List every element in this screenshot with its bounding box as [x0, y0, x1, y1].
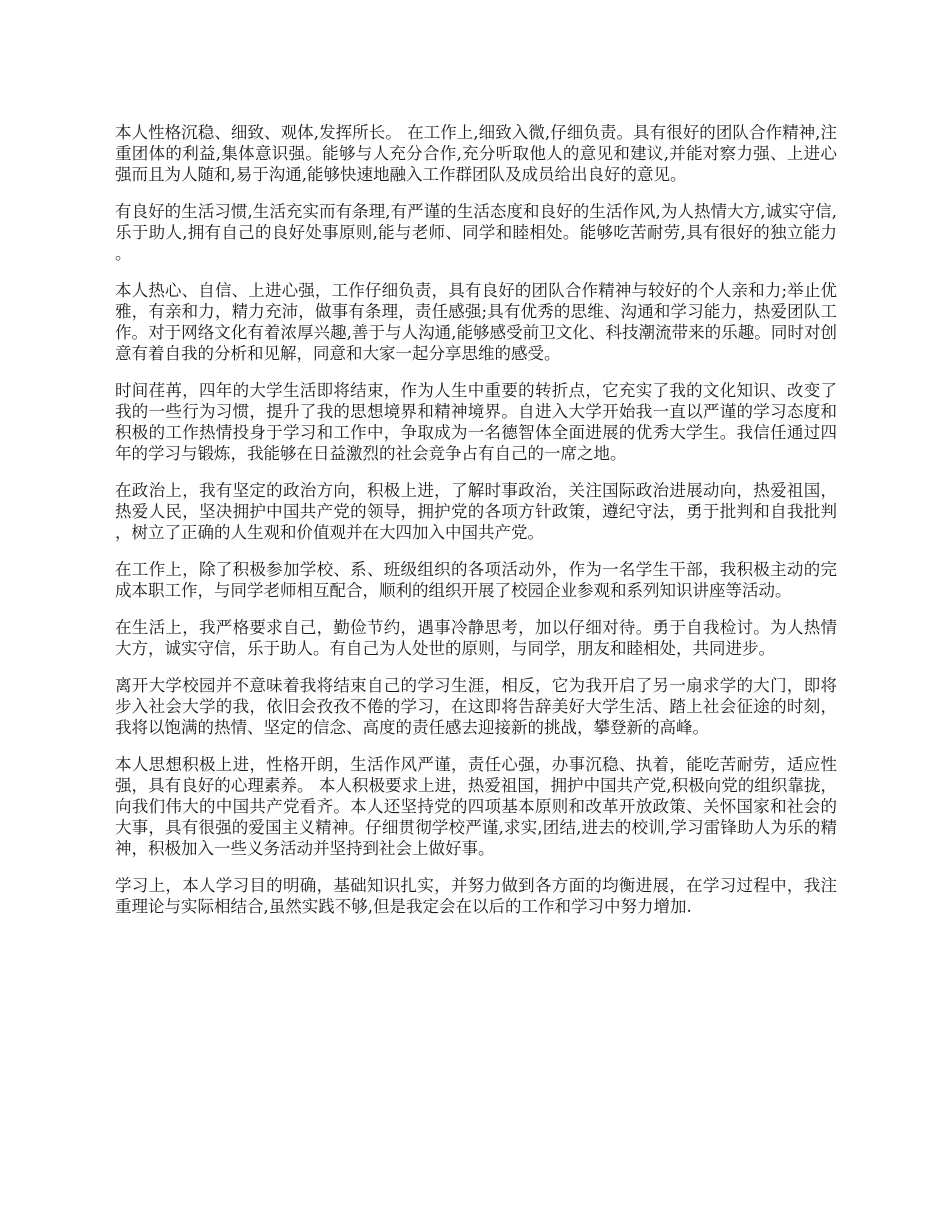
paragraph-university-life: 时间荏苒，四年的大学生活即将结束，作为人生中重要的转折点，它充实了我的文化知识、改变了我的一些行为习惯，提升了我的思想境界和精神境界。自进入大学开始我一直以严谨的学习态度和积极的工作热情投身于学习和工作中，争取成为一名德智体全面进展的优秀大学生。我信任通过四年的学习与锻炼，我能够在日益激烈的社会竞争占有自己的一席之地。: [115, 381, 837, 463]
paragraph-teamwork: 本人热心、自信、上进心强，工作仔细负责，具有良好的团队合作精神与较好的个人亲和力;举止优雅，有亲和力，精力充沛，做事有条理，责任感强;具有优秀的思维、沟通和学习能力，热爱团队工作。对于网络文化有着浓厚兴趣,善于与人沟通,能够感受前卫文化、科技潮流带来的乐趣。同时对创意有着自我的分析和见解，同意和大家一起分享思维的感受。: [115, 281, 837, 363]
paragraph-life: 在生活上，我严格要求自己，勤俭节约，遇事冷静思考，加以仔细对待。勇于自我检讨。为人热情大方，诚实守信，乐于助人。有自己为人处世的原则，与同学，朋友和睦相处，共同进步。: [115, 618, 837, 658]
paragraph-ideology: 本人思想积极上进，性格开朗，生活作风严谨，责任心强，办事沉稳、执着，能吃苦耐劳，适应性强，具有良好的心理素养。 本人积极要求上进，热爱祖国，拥护中国共产党,积极向党的组织靠拢，向我们伟大的中国共产党看齐。本人还坚持党的四项基本原则和改革开放政策、关怀国家和社会的大事，具有很强的爱国主义精神。仔细贯彻学校严谨,求实,团结,进去的校训,学习雷锋助人为乐的精神，积极加入一些义务活动并坚持到社会上做好事。: [115, 755, 837, 858]
paragraph-study: 学习上，本人学习目的明确，基础知识扎实，并努力做到各方面的均衡进展，在学习过程中，我注重理论与实际相结合,虽然实践不够,但是我定会在以后的工作和学习中努力增加.: [115, 876, 837, 916]
paragraph-politics: 在政治上，我有坚定的政治方向，积极上进，了解时事政治，关注国际政治进展动向，热爱祖国，热爱人民，坚决拥护中国共产党的领导，拥护党的各项方针政策，遵纪守法，勇于批判和自我批判，树立了正确的人生观和价值观并在大四加入中国共产党。: [115, 481, 837, 542]
paragraph-future: 离开大学校园并不意味着我将结束自己的学习生涯，相反，它为我开启了另一扇求学的大门，即将步入社会大学的我，依旧会孜孜不倦的学习，在这即将告辞美好大学生活、踏上社会征途的时刻，我将以饱满的热情、坚定的信念、高度的责任感去迎接新的挑战，攀登新的高峰。: [115, 676, 837, 737]
paragraph-personality: 本人性格沉稳、细致、观体,发挥所长。 在工作上,细致入微,仔细负责。具有很好的团队合作精神,注重团体的利益,集体意识强。能够与人充分合作,充分听取他人的意见和建议,并能对察力强、上进心强而且为人随和,易于沟通,能够快速地融入工作群团队及成员给出良好的意见。: [115, 123, 837, 184]
document-page: [115, 122, 837, 933]
paragraph-work: 在工作上，除了积极参加学校、系、班级组织的各项活动外，作为一名学生干部，我积极主动的完成本职工作，与同学老师相互配合，顺利的组织开展了校园企业参观和系列知识讲座等活动。: [115, 560, 837, 600]
paragraph-habits: 有良好的生活习惯,生活充实而有条理,有严谨的生活态度和良好的生活作风,为人热情大方,诚实守信,乐于助人,拥有自己的良好处事原则,能与老师、同学和睦相处。能够吃苦耐劳,具有很好的独立能力。: [115, 202, 837, 263]
